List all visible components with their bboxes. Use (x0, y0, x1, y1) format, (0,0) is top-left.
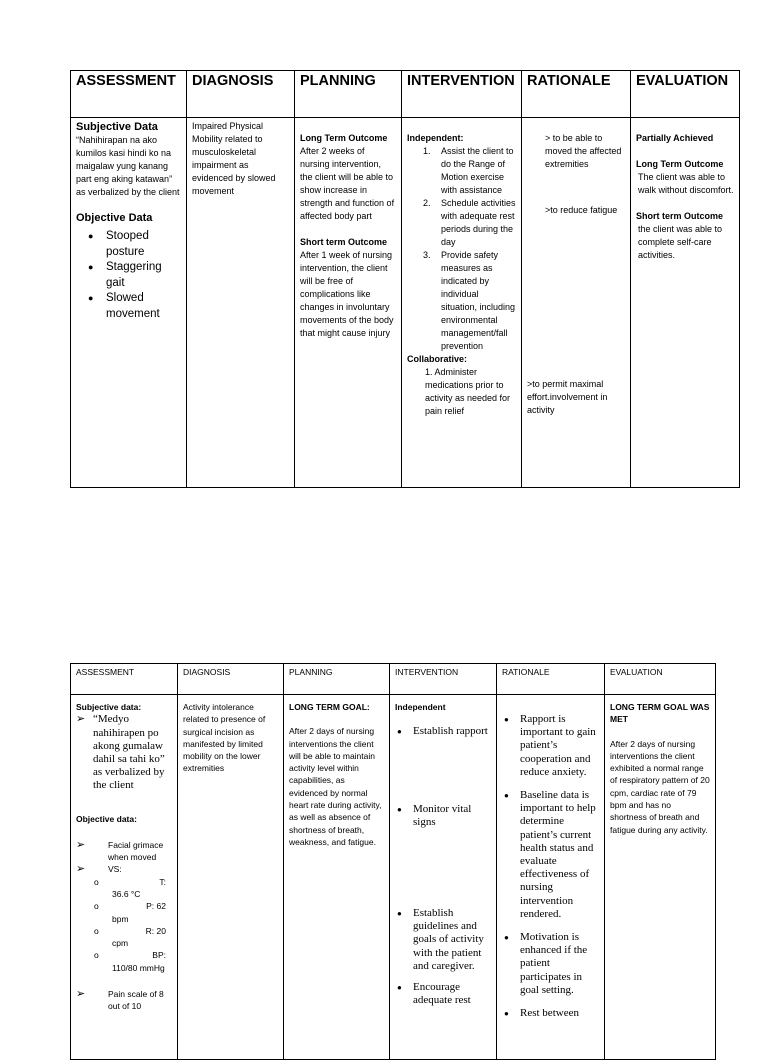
objective-list (76, 229, 181, 322)
long-term-goal-text: After 2 days of nursing interventions the client will be able to maintain activity level within capabilities, as evidenced by normal heart rate during activity, as well as absence of shortness of breath, weakness, and fatigue. (289, 726, 382, 847)
list-item: ● Encourage adequate rest (395, 981, 491, 1007)
subjective-text: “Nahihirapan na ako kumilos kasi hindi ko na maigalaw yung kanang part eng aking katawan” as verbalized by the client (76, 135, 180, 197)
list-item: ● Establish guidelines and goals of activity with the patient and caregiver. (395, 907, 491, 973)
list-item: ● Monitor vital signs (395, 803, 491, 829)
planning-cell (284, 695, 390, 1060)
collaborative-item: 1. Administer medications prior to activity as needed for pain relief (425, 367, 511, 416)
table-header-row (71, 71, 740, 118)
vital-value: bpm (112, 913, 129, 924)
header-diagnosis: DIAGNOSIS (178, 664, 284, 695)
objective-title: Objective Data (76, 212, 153, 224)
diagnosis-text: Impaired Physical Mobility related to musculoskeletal impairment as evidenced by slowed movement (192, 121, 276, 196)
item-text: Schedule activities with adequate rest periods during the day (441, 198, 516, 247)
eval-long-title: Long Term Outcome (636, 159, 724, 169)
item-text: Assist the client to do the Range of Motion exercise with assistance (441, 146, 514, 195)
intervention-list (395, 725, 491, 1007)
list-item (76, 949, 172, 974)
header-intervention: INTERVENTION (402, 71, 522, 118)
diagnosis-cell (187, 118, 295, 488)
header-evaluation: EVALUATION (605, 664, 716, 695)
header-planning: PLANNING (295, 71, 402, 118)
header-rationale: RATIONALE (522, 71, 631, 118)
vs-label: ➢ VS: (76, 863, 172, 875)
long-term-text: After 2 weeks of nursing intervention, the client will be able to show increase in strength and function of affected body part (300, 146, 395, 221)
subjective-title: Subjective Data (76, 121, 158, 133)
planning-cell (295, 118, 402, 488)
header-assessment: ASSESSMENT (71, 664, 178, 695)
evaluation-status: Partially Achieved (636, 133, 714, 143)
long-term-goal-title: LONG TERM GOAL: (289, 702, 370, 712)
rationale-list (502, 713, 599, 1020)
vital-value: cpm (112, 938, 129, 949)
list-item: ● Baseline data is important to help determine patient’s current health status and evaluate effectiveness of nursing intervention rendered. (502, 789, 599, 921)
header-rationale: RATIONALE (497, 664, 605, 695)
rationale-1: > to be able to moved the affected extremities (545, 133, 622, 169)
list-item (76, 925, 172, 950)
subjective-title: Subjective data: (76, 702, 142, 712)
vital-label: o P: 62 (146, 901, 166, 912)
diagnosis-text: Activity intolerance related to presence of surgical incision as manifested by limited mobility on the lower extremities (183, 702, 266, 774)
subjective-text: ➢ “Medyo nahihirapen po akong gumalaw dahil sa tahi ko” as verbalized by the client (76, 713, 172, 792)
list-item: ● Slowed movement (76, 291, 181, 322)
list-item (407, 145, 516, 197)
independent-title: Independent (395, 702, 446, 712)
intervention-list (407, 145, 516, 353)
evaluation-cell (631, 118, 740, 488)
vital-label: o T: (159, 876, 166, 887)
rationale-2: >to reduce fatigue (545, 205, 618, 215)
evaluation-title: LONG TERM GOAL WAS MET (610, 702, 710, 725)
care-plan-table-2 (70, 663, 716, 1060)
list-item: ● Stooped posture (76, 229, 181, 260)
pain-scale: ➢ Pain scale of 8 out of 10 (76, 988, 172, 1013)
item-text: Provide safety measures as indicated by individual situation, including environmental management/fall prevention (441, 250, 516, 351)
list-item: ● Staggering gait (76, 260, 181, 291)
eval-long-text: The client was able to walk without discomfort. (638, 172, 734, 195)
rationale-3: >to permit maximal effort.involvement in activity (527, 379, 608, 415)
objective-title: Objective data: (76, 813, 137, 824)
vital-value: 110/80 mmHg (112, 962, 165, 973)
list-item (407, 197, 516, 249)
collaborative-title: Collaborative: (407, 354, 468, 364)
header-assessment: ASSESSMENT (71, 71, 187, 118)
header-intervention: INTERVENTION (390, 664, 497, 695)
vital-signs-list (76, 876, 172, 974)
table-row (71, 695, 716, 1060)
list-item: ● Rapport is important to gain patient’s cooperation and reduce anxiety. (502, 713, 599, 779)
eval-short-text: the client was able to complete self-care activities. (638, 224, 723, 260)
evaluation-cell (605, 695, 716, 1060)
table-row (71, 118, 740, 488)
independent-title: Independent: (407, 133, 464, 143)
assessment-cell (71, 695, 178, 1060)
rationale-cell (522, 118, 631, 488)
table-header-row (71, 664, 716, 695)
header-evaluation: EVALUATION (631, 71, 740, 118)
list-item: ● Motivation is enhanced if the patient participates in goal setting. (502, 931, 599, 997)
item-number: 1. (423, 146, 431, 156)
assessment-cell (71, 118, 187, 488)
vital-label: o R: 20 (145, 925, 166, 936)
short-term-title: Short term Outcome (300, 237, 388, 247)
long-term-title: Long Term Outcome (300, 133, 388, 143)
facial-grimace: ➢ Facial grimace when moved (76, 839, 172, 864)
list-item: ● Establish rapport (395, 725, 491, 738)
list-item (76, 900, 172, 925)
intervention-cell (390, 695, 497, 1060)
list-item: ● Rest between (502, 1007, 599, 1020)
header-diagnosis: DIAGNOSIS (187, 71, 295, 118)
item-number: 3. (423, 250, 431, 260)
care-plan-table-1 (70, 70, 740, 488)
header-planning: PLANNING (284, 664, 390, 695)
list-item (76, 876, 172, 901)
intervention-cell (402, 118, 522, 488)
list-item (407, 249, 516, 353)
item-number: 2. (423, 198, 431, 208)
evaluation-text: After 2 days of nursing interventions the client exhibited a normal range of respiratory pattern of 20 cpm, cardiac rate of 79 bpm and has no shortness of breath and fatigue during any activity. (610, 738, 710, 835)
vital-label: o BP: (152, 950, 166, 961)
short-term-text: After 1 week of nursing intervention, the client will be free of complications like changes in involuntary movements of the body that might cause injury (300, 250, 394, 338)
diagnosis-cell (178, 695, 284, 1060)
rationale-cell (497, 695, 605, 1060)
eval-short-title: Short term Outcome (636, 211, 724, 221)
vital-value: 36.6 °C (112, 889, 141, 899)
